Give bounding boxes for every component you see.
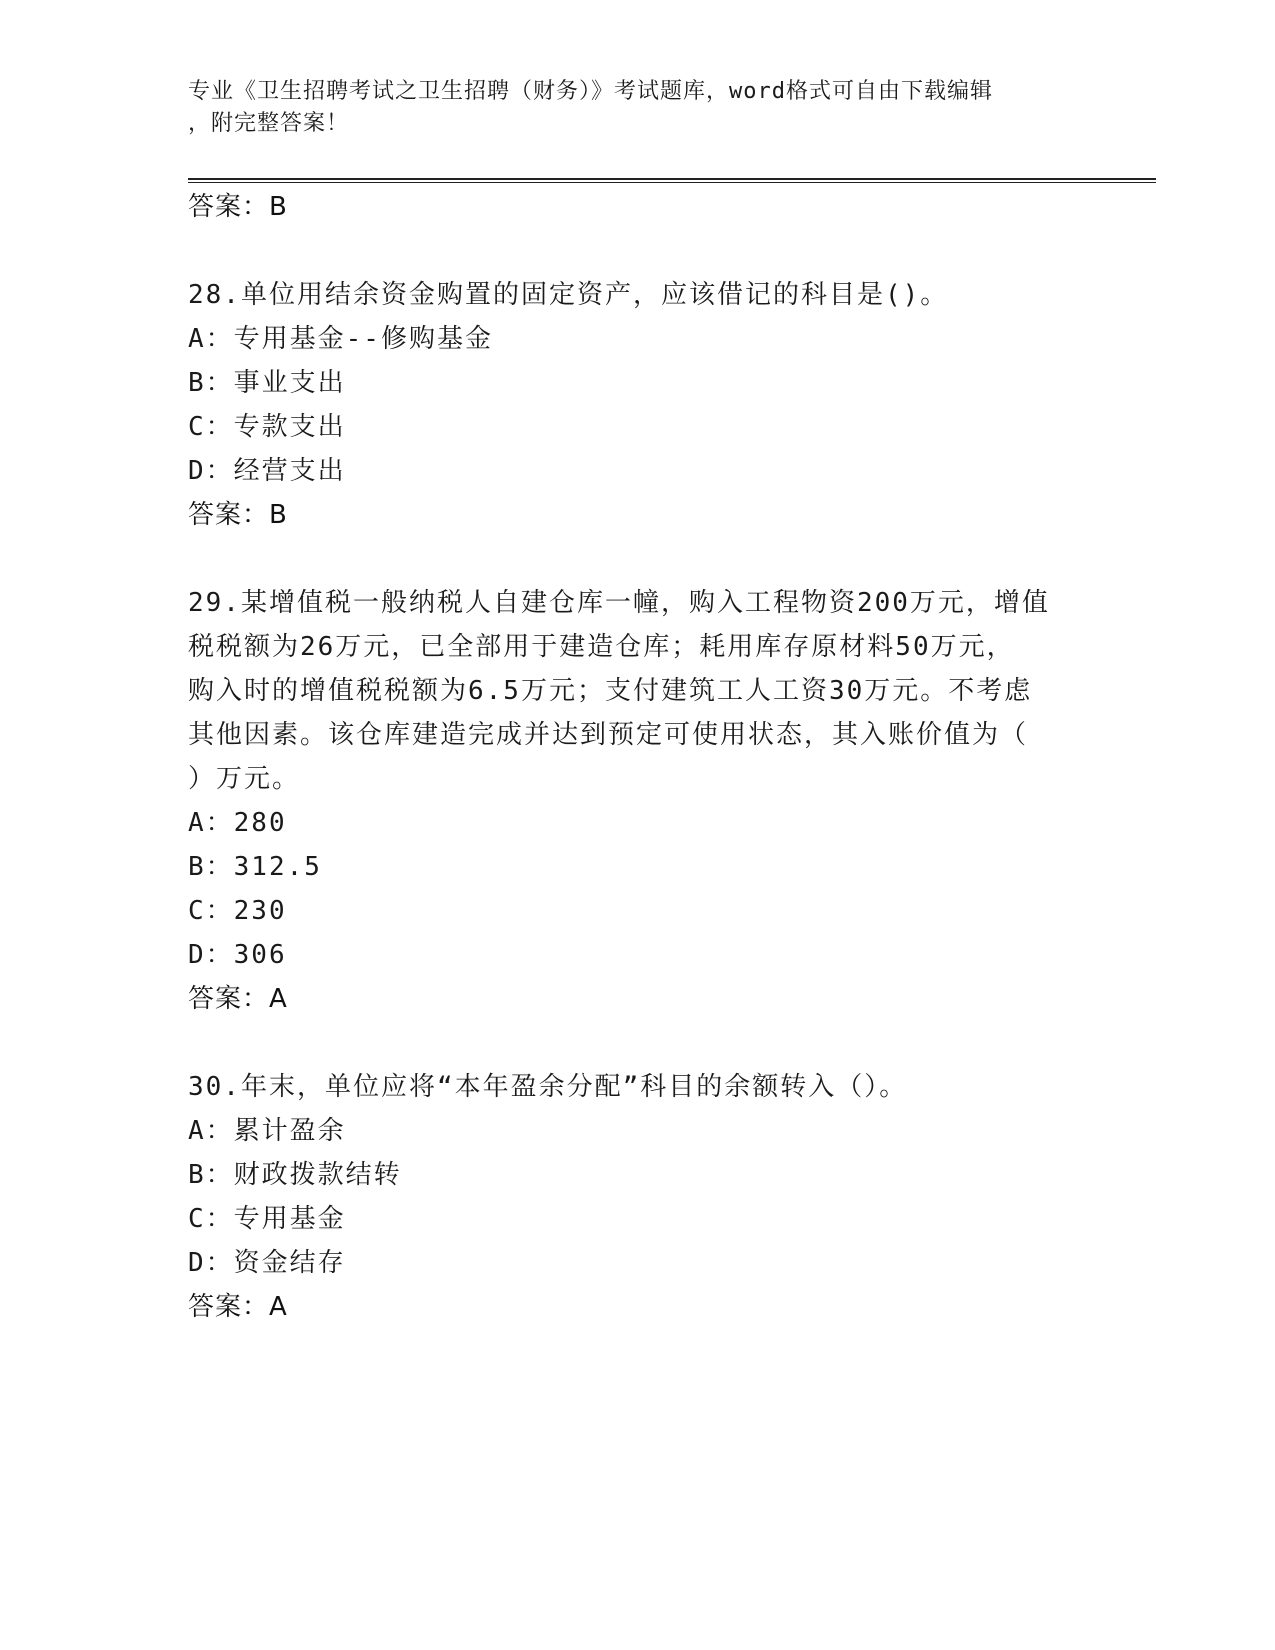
header-divider [188,178,1156,183]
question-29-option-c: C：230 [188,896,287,926]
question-30-option-b: B：财政拨款结转 [188,1160,402,1190]
header-line-2: ，附完整答案！ [188,111,350,136]
question-30-option-d: D：资金结存 [188,1248,346,1278]
question-30-option-a: A：累计盈余 [188,1116,346,1146]
question-29-text-line-3: 购入时的增值税税额为6.5万元；支付建筑工人工资30万元。不考虑 [188,676,1033,706]
question-29-text-line-2: 税税额为26万元，已全部用于建造仓库；耗用库存原材料50万元， [188,632,1015,662]
question-29-text-line-4: 其他因素。该仓库建造完成并达到预定可使用状态，其入账价值为（ [188,720,1029,750]
header-line-1: 专业《卫生招聘考试之卫生招聘（财务）》考试题库，word格式可自由下载编辑 [188,79,993,104]
question-30-option-c: C：专用基金 [188,1204,346,1234]
answer-line: 答案：B [188,192,288,222]
question-30-answer: 答案：A [188,1292,288,1322]
question-29-option-b: B：312.5 [188,852,322,882]
question-29-option-a: A：280 [188,808,287,838]
question-29-answer: 答案：A [188,984,288,1014]
question-28-option-a: A：专用基金--修购基金 [188,324,493,354]
document-header [188,76,1078,140]
question-28-text: 28.单位用结余资金购置的固定资产，应该借记的科目是()。 [188,280,949,310]
question-30-text: 30.年末，单位应将“本年盈余分配”科目的余额转入（）。 [188,1072,908,1102]
question-28-option-d: D：经营支出 [188,456,346,486]
question-28-option-b: B：事业支出 [188,368,346,398]
question-28-answer: 答案：B [188,500,288,530]
question-29-text-line-5: ）万元。 [188,764,301,794]
question-29-option-d: D：306 [188,940,287,970]
question-29-text-line-1: 29.某增值税一般纳税人自建仓库一幢，购入工程物资200万元，增值 [188,588,1050,618]
question-28-option-c: C：专款支出 [188,412,346,442]
